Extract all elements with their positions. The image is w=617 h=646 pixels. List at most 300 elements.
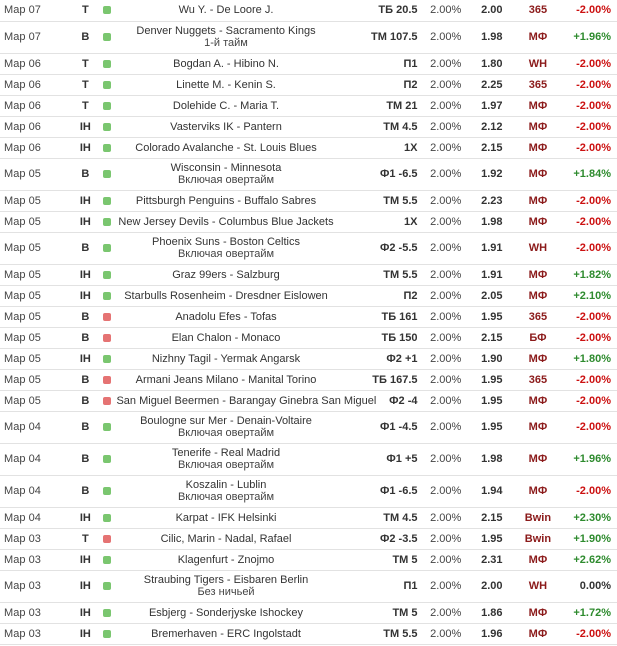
match-cell — [116, 53, 335, 74]
stake-cell: 2.00% — [430, 553, 462, 566]
date-cell: Мар 05 — [4, 168, 41, 180]
table-row — [0, 306, 617, 327]
bet-cell: ТБ 150 — [381, 331, 418, 344]
status-cell — [97, 507, 117, 528]
result-cell: +1.90% — [573, 532, 611, 545]
bookmaker-cell: МФ — [528, 31, 548, 43]
table-row — [0, 264, 617, 285]
stake-cell: 2.00% — [430, 120, 462, 133]
match-name: Starbulls Rosenheim - Dresdner Eislowen — [124, 289, 328, 302]
status-indicator-icon — [103, 6, 111, 14]
date-cell: Мар 05 — [4, 215, 41, 228]
date-cell: Мар 06 — [4, 78, 41, 91]
bookmaker-cell: Bwin — [524, 511, 552, 524]
date-cell: Мар 05 — [4, 242, 41, 254]
status-cell — [97, 475, 117, 507]
result-cell: +2.30% — [573, 511, 611, 524]
date-cell: Мар 05 — [4, 331, 41, 344]
stake-cell: 2.00% — [430, 606, 462, 619]
status-indicator-icon — [103, 123, 111, 131]
status-cell — [97, 190, 117, 211]
odds-cell: 2.25 — [481, 78, 503, 91]
table-row — [0, 116, 617, 137]
bet-cell: ТМ 4.5 — [383, 511, 418, 524]
odds-cell: 1.98 — [481, 453, 503, 465]
odds-cell: 1.94 — [481, 485, 503, 497]
status-indicator-icon — [103, 355, 111, 363]
table-row — [0, 348, 617, 369]
table-row — [0, 137, 617, 158]
match-condition: Включая овертайм — [177, 459, 275, 471]
sport-cell: B — [81, 331, 90, 344]
date-cell: Мар 03 — [4, 580, 41, 592]
bet-cell: Ф1 -6.5 — [379, 485, 418, 497]
match-name: Dolehide C. - Maria T. — [172, 99, 280, 112]
stake-cell: 2.00% — [430, 627, 462, 640]
result-cell: -2.00% — [576, 120, 611, 133]
match-name: Linette M. - Kenin S. — [176, 78, 276, 91]
status-indicator-icon — [103, 60, 111, 68]
date-cell: Мар 05 — [4, 310, 41, 323]
bookmaker-cell: МФ — [528, 268, 548, 281]
sport-cell: T — [81, 57, 89, 70]
status-cell — [97, 232, 117, 264]
bet-cell: ТБ 167.5 — [372, 373, 418, 386]
sport-cell: IH — [79, 289, 91, 302]
status-cell — [97, 21, 117, 53]
odds-cell: 1.97 — [481, 99, 503, 112]
odds-cell: 1.92 — [481, 168, 503, 180]
status-cell — [97, 116, 117, 137]
sport-cell: B — [81, 168, 90, 180]
stake-cell: 2.00% — [430, 352, 462, 365]
match-cell — [116, 528, 335, 549]
bet-cell: 1X — [404, 141, 418, 154]
stake-cell: 2.00% — [430, 289, 462, 302]
match-condition: Включая овертайм — [177, 427, 275, 439]
odds-cell: 1.91 — [481, 268, 503, 281]
status-indicator-icon — [103, 144, 111, 152]
stake-cell: 2.00% — [430, 168, 462, 180]
match-cell — [116, 348, 335, 369]
stake-cell: 2.00% — [430, 485, 462, 497]
match-cell — [116, 190, 335, 211]
bookmaker-cell: WH — [528, 242, 548, 254]
sport-cell: T — [81, 78, 89, 91]
result-cell: -2.00% — [576, 78, 611, 91]
bet-cell: ТМ 5 — [392, 606, 418, 619]
table-row — [0, 507, 617, 528]
match-cell — [116, 570, 335, 602]
match-cell — [116, 137, 335, 158]
stake-cell: 2.00% — [430, 4, 462, 17]
table-row — [0, 602, 617, 623]
table-row — [0, 369, 617, 390]
odds-cell: 1.98 — [481, 215, 503, 228]
match-name: Bogdan A. - Hibino N. — [173, 57, 279, 70]
sport-cell: T — [81, 99, 89, 112]
match-name: Anadolu Efes - Tofas — [175, 310, 277, 323]
status-indicator-icon — [103, 218, 111, 226]
result-cell: +1.72% — [573, 606, 611, 619]
table-row — [0, 190, 617, 211]
sport-cell: IH — [79, 268, 91, 281]
match-name: Klagenfurt - Znojmo — [177, 553, 275, 566]
status-indicator-icon — [103, 455, 111, 463]
bookmaker-cell: WH — [528, 580, 548, 592]
match-cell — [116, 411, 335, 443]
odds-cell: 2.05 — [481, 289, 503, 302]
match-condition: 1-й тайм — [204, 37, 248, 49]
odds-cell: 1.91 — [481, 242, 503, 254]
match-name: Koszalin - Lublin — [185, 479, 267, 491]
result-cell: -2.00% — [576, 310, 611, 323]
bet-cell: ТБ 161 — [381, 310, 418, 323]
date-cell: Мар 04 — [4, 511, 41, 524]
odds-cell: 1.96 — [481, 627, 503, 640]
odds-cell: 2.31 — [481, 553, 503, 566]
status-indicator-icon — [103, 556, 111, 564]
stake-cell: 2.00% — [430, 141, 462, 154]
sport-cell: B — [81, 485, 90, 497]
result-cell: -2.00% — [576, 4, 611, 17]
bookmaker-cell: МФ — [528, 453, 548, 465]
match-name: Karpat - IFK Helsinki — [175, 511, 277, 524]
table-row — [0, 390, 617, 411]
status-cell — [97, 570, 117, 602]
sport-cell: IH — [79, 120, 91, 133]
stake-cell: 2.00% — [430, 331, 462, 344]
sport-cell: IH — [79, 627, 91, 640]
match-name: Tenerife - Real Madrid — [171, 447, 281, 459]
date-cell: Мар 04 — [4, 485, 41, 497]
match-name: Esbjerg - Sonderjyske Ishockey — [148, 606, 304, 619]
bet-cell: Ф2 -4 — [389, 394, 418, 407]
sport-cell: B — [81, 31, 90, 43]
bet-cell: ТМ 5 — [392, 553, 418, 566]
match-cell — [116, 232, 335, 264]
result-cell: -2.00% — [576, 57, 611, 70]
odds-cell: 2.12 — [481, 120, 503, 133]
table-row — [0, 623, 617, 644]
stake-cell: 2.00% — [430, 78, 462, 91]
bet-cell: Ф2 +1 — [386, 352, 418, 365]
odds-cell: 2.23 — [481, 194, 503, 207]
status-indicator-icon — [103, 313, 111, 321]
bet-cell: ТМ 4.5 — [383, 120, 418, 133]
date-cell: Мар 06 — [4, 57, 41, 70]
status-cell — [97, 443, 117, 475]
match-condition: Без ничьей — [197, 586, 255, 598]
bet-cell: П1 — [403, 580, 418, 592]
table-row — [0, 475, 617, 507]
bookmaker-cell: МФ — [528, 168, 548, 180]
status-cell — [97, 306, 117, 327]
bookmaker-cell: МФ — [528, 352, 548, 365]
status-indicator-icon — [103, 535, 111, 543]
sport-cell: IH — [79, 194, 91, 207]
stake-cell: 2.00% — [430, 99, 462, 112]
table-row — [0, 211, 617, 232]
odds-cell: 1.80 — [481, 57, 503, 70]
bet-cell: Ф1 -4.5 — [379, 421, 418, 433]
status-indicator-icon — [103, 102, 111, 110]
table-row — [0, 285, 617, 306]
sport-cell: T — [81, 532, 89, 545]
date-cell: Мар 03 — [4, 553, 41, 566]
result-cell: -2.00% — [576, 99, 611, 112]
odds-cell: 2.15 — [481, 331, 503, 344]
sport-cell: IH — [79, 352, 91, 365]
odds-cell: 1.98 — [481, 31, 503, 43]
result-cell: +1.82% — [573, 268, 611, 281]
bet-cell: ТМ 21 — [386, 99, 418, 112]
sport-cell: IH — [79, 606, 91, 619]
match-name: Bremerhaven - ERC Ingolstadt — [151, 627, 301, 640]
table-row — [0, 95, 617, 116]
table-row — [0, 21, 617, 53]
bet-cell: П1 — [403, 57, 418, 70]
bookmaker-cell: МФ — [528, 553, 548, 566]
date-cell: Мар 04 — [4, 421, 41, 433]
match-name: Denver Nuggets - Sacramento Kings — [136, 25, 316, 37]
stake-cell: 2.00% — [430, 215, 462, 228]
match-name: Wisconsin - Minnesota — [170, 162, 282, 174]
date-cell: Мар 05 — [4, 394, 41, 407]
date-cell: Мар 05 — [4, 352, 41, 365]
date-cell: Мар 05 — [4, 373, 41, 386]
sport-cell: IH — [79, 553, 91, 566]
bookmaker-cell: БФ — [529, 331, 547, 344]
bookmaker-cell: 365 — [528, 373, 548, 386]
result-cell: +1.96% — [573, 453, 611, 465]
result-cell: -2.00% — [576, 331, 611, 344]
match-name: Armani Jeans Milano - Manital Torino — [135, 373, 317, 386]
table-row — [0, 74, 617, 95]
stake-cell: 2.00% — [430, 242, 462, 254]
match-cell — [116, 306, 335, 327]
result-cell: -2.00% — [576, 373, 611, 386]
status-indicator-icon — [103, 487, 111, 495]
bookmaker-cell: МФ — [528, 141, 548, 154]
bookmaker-cell: 365 — [528, 310, 548, 323]
sport-cell: B — [81, 453, 90, 465]
status-indicator-icon — [103, 197, 111, 205]
table-row — [0, 0, 617, 21]
bet-cell: ТМ 5.5 — [383, 627, 418, 640]
status-indicator-icon — [103, 514, 111, 522]
result-cell: +1.80% — [573, 352, 611, 365]
status-indicator-icon — [103, 582, 111, 590]
bookmaker-cell: МФ — [528, 394, 548, 407]
status-cell — [97, 53, 117, 74]
stake-cell: 2.00% — [430, 421, 462, 433]
bet-cell: ТМ 5.5 — [383, 194, 418, 207]
odds-cell: 1.95 — [481, 532, 503, 545]
match-cell — [116, 285, 335, 306]
status-indicator-icon — [103, 334, 111, 342]
table-row — [0, 528, 617, 549]
bet-cell: 1X — [404, 215, 418, 228]
bookmaker-cell: Bwin — [524, 532, 552, 545]
bet-cell: Ф1 +5 — [386, 453, 418, 465]
match-cell — [116, 327, 335, 348]
stake-cell: 2.00% — [430, 194, 462, 207]
date-cell: Мар 03 — [4, 606, 41, 619]
date-cell: Мар 07 — [4, 31, 41, 43]
stake-cell: 2.00% — [430, 310, 462, 323]
bet-cell: П2 — [403, 289, 418, 302]
table-row — [0, 232, 617, 264]
status-cell — [97, 602, 117, 623]
match-cell — [116, 158, 335, 190]
status-indicator-icon — [103, 244, 111, 252]
match-condition: Включая овертайм — [177, 174, 275, 186]
result-cell: -2.00% — [576, 421, 611, 433]
stake-cell: 2.00% — [430, 57, 462, 70]
match-name: Vasterviks IK - Pantern — [170, 120, 282, 133]
sport-cell: B — [81, 394, 90, 407]
match-cell — [116, 74, 335, 95]
match-condition: Включая овертайм — [177, 248, 275, 260]
result-cell: -2.00% — [576, 242, 611, 254]
result-cell: -2.00% — [576, 394, 611, 407]
stake-cell: 2.00% — [430, 268, 462, 281]
table-row — [0, 411, 617, 443]
result-cell: +2.62% — [573, 553, 611, 566]
status-cell — [97, 528, 117, 549]
date-cell: Мар 06 — [4, 99, 41, 112]
status-indicator-icon — [103, 376, 111, 384]
stake-cell: 2.00% — [430, 373, 462, 386]
status-indicator-icon — [103, 33, 111, 41]
sport-cell: B — [81, 421, 90, 433]
match-name: Wu Y. - De Loore J. — [178, 4, 274, 17]
date-cell: Мар 05 — [4, 194, 41, 207]
result-cell: -2.00% — [576, 194, 611, 207]
status-cell — [97, 264, 117, 285]
result-cell: +1.96% — [573, 31, 611, 43]
sport-cell: B — [81, 310, 90, 323]
bet-cell: ТБ 20.5 — [378, 4, 418, 17]
odds-cell: 2.15 — [481, 141, 503, 154]
status-cell — [97, 0, 117, 21]
status-cell — [97, 327, 117, 348]
status-cell — [97, 211, 117, 232]
stake-cell: 2.00% — [430, 453, 462, 465]
bookmaker-cell: 365 — [528, 78, 548, 91]
odds-cell: 2.15 — [481, 511, 503, 524]
stake-cell: 2.00% — [430, 580, 462, 592]
result-cell: -2.00% — [576, 141, 611, 154]
odds-cell: 1.95 — [481, 394, 503, 407]
match-name: Colorado Avalanche - St. Louis Blues — [135, 141, 317, 154]
match-cell — [116, 602, 335, 623]
match-name: San Miguel Beermen - Barangay Ginebra San Miguel — [116, 394, 377, 407]
sport-cell: IH — [79, 511, 91, 524]
bookmaker-cell: МФ — [528, 99, 548, 112]
match-name: Straubing Tigers - Eisbaren Berlin — [143, 574, 309, 586]
stake-cell: 2.00% — [430, 511, 462, 524]
bet-cell: Ф2 -5.5 — [379, 242, 418, 254]
date-cell: Мар 07 — [4, 4, 41, 17]
result-cell: 0.00% — [579, 580, 611, 592]
sport-cell: B — [81, 242, 90, 254]
bookmaker-cell: МФ — [528, 120, 548, 133]
status-indicator-icon — [103, 423, 111, 431]
status-cell — [97, 369, 117, 390]
match-cell — [116, 116, 335, 137]
status-cell — [97, 348, 117, 369]
match-name: Pittsburgh Penguins - Buffalo Sabres — [135, 194, 317, 207]
status-cell — [97, 285, 117, 306]
odds-cell: 1.86 — [481, 606, 503, 619]
odds-cell: 2.00 — [481, 580, 503, 592]
table-row — [0, 53, 617, 74]
match-cell — [116, 549, 335, 570]
result-cell: -2.00% — [576, 215, 611, 228]
date-cell: Мар 04 — [4, 453, 41, 465]
date-cell: Мар 06 — [4, 120, 41, 133]
match-name: Cilic, Marin - Nadal, Rafael — [160, 532, 292, 545]
match-cell — [116, 264, 335, 285]
odds-cell: 1.95 — [481, 421, 503, 433]
status-cell — [97, 549, 117, 570]
status-cell — [97, 411, 117, 443]
match-name: Phoenix Suns - Boston Celtics — [152, 236, 300, 248]
status-cell — [97, 137, 117, 158]
bookmaker-cell: МФ — [528, 627, 548, 640]
bookmaker-cell: МФ — [528, 215, 548, 228]
match-cell — [116, 211, 335, 232]
match-cell — [116, 475, 335, 507]
match-cell — [116, 21, 335, 53]
bet-cell: ТМ 5.5 — [383, 268, 418, 281]
status-indicator-icon — [103, 609, 111, 617]
table-row — [0, 327, 617, 348]
match-cell — [116, 390, 377, 411]
result-cell: +1.84% — [573, 168, 611, 180]
bet-cell: П2 — [403, 78, 418, 91]
status-indicator-icon — [103, 271, 111, 279]
status-cell — [97, 390, 117, 411]
table-row — [0, 549, 617, 570]
sport-cell: IH — [79, 580, 91, 592]
bet-cell: Ф1 -6.5 — [379, 168, 418, 180]
sport-cell: T — [81, 4, 89, 17]
odds-cell: 2.00 — [481, 4, 503, 17]
bookmaker-cell: МФ — [528, 194, 548, 207]
match-condition: Включая овертайм — [177, 491, 275, 503]
bookmaker-cell: МФ — [528, 606, 548, 619]
bookmaker-cell: WH — [528, 57, 548, 70]
status-cell — [97, 95, 117, 116]
odds-cell: 1.90 — [481, 352, 503, 365]
match-cell — [116, 369, 335, 390]
odds-cell: 1.95 — [481, 373, 503, 386]
sport-cell: IH — [79, 215, 91, 228]
match-name: Boulogne sur Mer - Denain-Voltaire — [140, 415, 312, 427]
match-cell — [116, 443, 335, 475]
status-cell — [97, 74, 117, 95]
status-indicator-icon — [103, 170, 111, 178]
match-name: New Jersey Devils - Columbus Blue Jackets — [118, 215, 334, 228]
table-row — [0, 570, 617, 602]
date-cell: Мар 05 — [4, 268, 41, 281]
sport-cell: B — [81, 373, 90, 386]
result-cell: -2.00% — [576, 485, 611, 497]
result-cell: -2.00% — [576, 627, 611, 640]
